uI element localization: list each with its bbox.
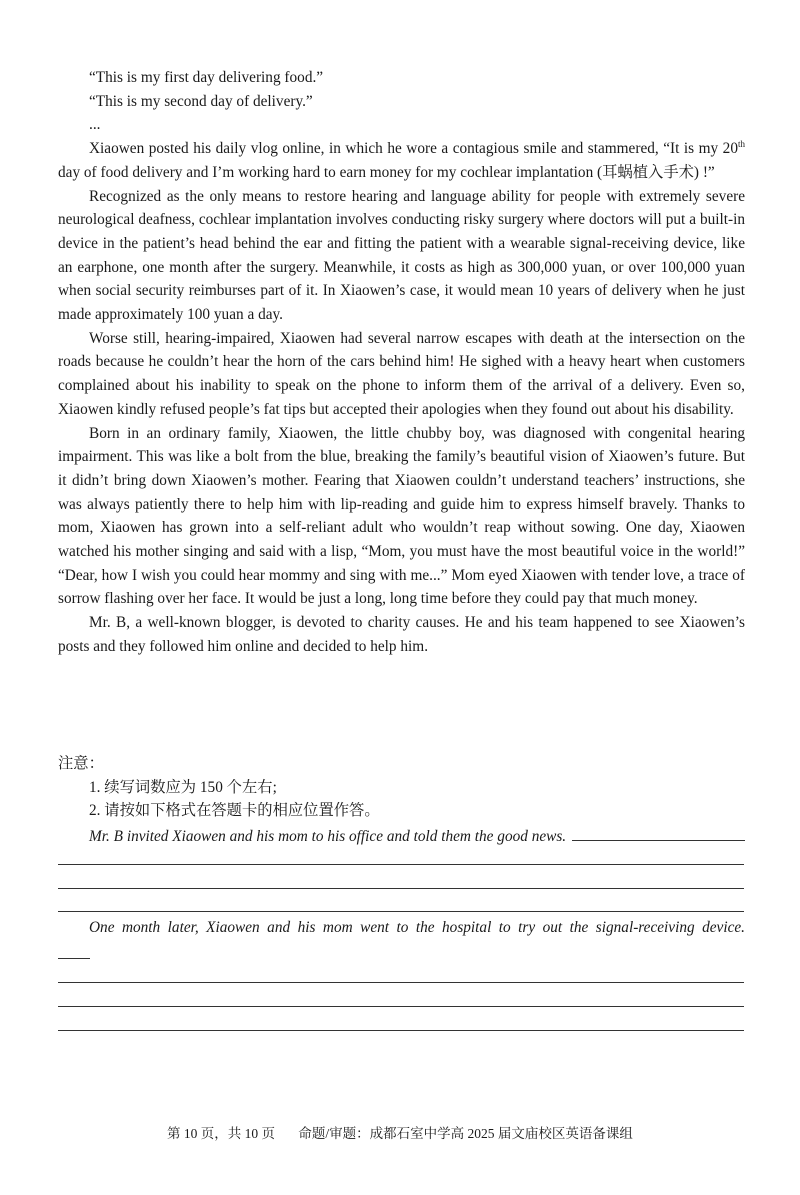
dialog-line: “This is my second day of delivery.” xyxy=(89,92,313,110)
answer-line[interactable] xyxy=(58,982,744,983)
note-item: 2. 请按如下格式在答题卡的相应位置作答。 xyxy=(89,802,380,820)
superscript: th xyxy=(737,139,745,150)
dialog-line: “This is my first day delivering food.” xyxy=(89,69,324,86)
paragraph-text: day of food delivery and I’m working hard to earn money for my cochlear implantation (耳蜗植入手术) !” xyxy=(58,163,715,181)
prompt-1-line xyxy=(58,824,745,849)
note-item: 1. 续写词数应为 150 个左右; xyxy=(89,778,277,796)
answer-blank[interactable] xyxy=(58,958,90,959)
notes-heading: 注意： xyxy=(58,755,104,772)
paragraph-3: Worse still, hearing-impaired, Xiaowen had several narrow escapes with death at the intersection on the roads because he couldn’t hear the horn of the cars behind him! He sighed with a heavy heart when customers complained about his inability to speak on the phone to inform them of the arrival of a delivery. Even so, Xiaowen kindly refused people’s fat tips but accepted their apologies when they found out about his disability. xyxy=(58,329,745,418)
author-credit: 命题/审题：成都石室中学高 2025 届文庙校区英语备课组 xyxy=(298,1126,633,1141)
prompt-2-block xyxy=(58,916,745,940)
paragraph-4: Born in an ordinary family, Xiaowen, the little chubby boy, was diagnosed with congenital hearing impairment. This was like a bolt from the blue, breaking the family’s beautiful vision of Xiaowen’s future. But it didn’t bring down Xiaowen’s mother. Fearing that Xiaowen couldn’t understand teachers’ instructions, she was always patiently there to help him with lip-reading and guide him to express himself bravely. Thanks to mom, Xiaowen has grown into a self-reliant adult who wouldn’t reap without sowing. One day, Xiaowen watched his mother singing and said with a lisp, “Mom, you must have the most beautiful voice in the world!” “Dear, how I wish you could hear mommy and sing with me...” Mom eyed Xiaowen with tender love, a trace of sorrow flashing over her face. It would be just a long, long time before they could pay that much money. xyxy=(58,424,745,608)
paragraph-5: Mr. B, a well-known blogger, is devoted to charity causes. He and his team happened to see Xiaowen’s posts and they followed him online and decided to help him. xyxy=(58,614,745,655)
paragraph-1 xyxy=(58,137,745,184)
answer-blank[interactable] xyxy=(572,824,745,841)
page-number: 第 10 页，共 10 页 xyxy=(167,1126,276,1141)
passage xyxy=(58,66,745,659)
answer-line[interactable] xyxy=(58,888,744,889)
instructions xyxy=(58,752,745,849)
paragraph-text: Xiaowen posted his daily vlog online, in which he wore a contagious smile and stammered, “It is my 20 xyxy=(89,140,738,158)
answer-line[interactable] xyxy=(58,1030,744,1031)
page-footer xyxy=(0,1122,800,1142)
continuation-prompt-2: One month later, Xiaowen and his mom went to the hospital to try out the signal-receiving device. xyxy=(89,919,745,936)
ellipsis: ... xyxy=(89,116,101,134)
answer-line[interactable] xyxy=(58,864,744,865)
answer-line[interactable] xyxy=(58,911,744,912)
paragraph-2: Recognized as the only means to restore hearing and language ability for people with extremely severe neurological deafness, cochlear implantation involves conducting risky surgery where doctors will put a built-in device in the patient’s head behind the ear and fitting the patient with a wearable signal-receiving device, like an earphone, one month after the surgery. Meanwhile, it costs as high as 300,000 yuan, or over 100,000 yuan when social security reimburses part of it. In Xiaowen’s case, it would mean 10 years of delivery when he just made approximately 100 yuan a day. xyxy=(58,187,745,324)
answer-line[interactable] xyxy=(58,1006,744,1007)
continuation-prompt-1: Mr. B invited Xiaowen and his mom to his office and told them the good news. xyxy=(89,828,567,846)
